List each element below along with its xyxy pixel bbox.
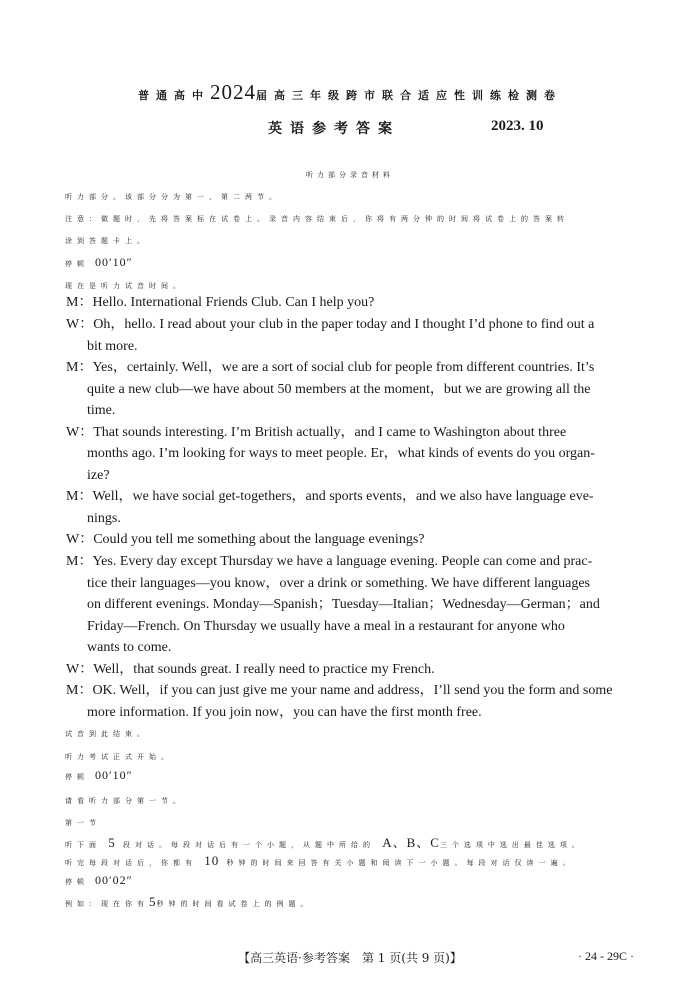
- intro-line-3: 涂到答题卡上。: [65, 237, 149, 245]
- dialogue-line: on different evenings. Monday—Spanish；Tuesday—Italian；Wednesday—German；and: [87, 597, 600, 612]
- dialogue-line: nings.: [87, 511, 121, 526]
- dialogue-line: more information. If you join now，you can have the first month free.: [87, 705, 482, 720]
- dialogue-line: W：That sounds interesting. I’m British actually，and I came to Washington about three: [66, 425, 567, 440]
- intro-line-2: 注意：做题时，先将答案标在试卷上。录音内容结束后，你将有两分钟的时间将试卷上的答案转: [65, 215, 569, 223]
- instruction-2: [65, 853, 574, 869]
- dialogue-line: Friday—French. On Thursday we usually have a meal in a restaurant for anyone who: [87, 619, 565, 634]
- exam-start: 听力考试正式开始。: [65, 753, 173, 761]
- instr-number: 10: [204, 853, 220, 868]
- trial-end: 试音到此结束。: [65, 730, 149, 738]
- dialogue-line: W：Could you tell me something about the language evenings?: [66, 532, 425, 547]
- document-title: [0, 80, 700, 105]
- instr-text: 例如：现在你有: [65, 900, 149, 908]
- instr-text: 段对话。每段对话后有一个小题，从题中所给的: [122, 841, 375, 849]
- pause-3: [65, 873, 133, 888]
- intro-line-1: 听力部分。该部分分为第一、第二两节。: [65, 193, 281, 201]
- dialogue-line: M：Yes，certainly. Well，we are a sort of social club for people from different countries. It’s: [66, 360, 595, 375]
- dialogue-line: time.: [87, 403, 116, 418]
- instr-number: 5: [149, 894, 157, 909]
- pause-2: [65, 768, 133, 783]
- part1-read: 请看听力部分第一节。: [65, 797, 185, 805]
- document-date: 2023. 10: [491, 118, 544, 134]
- page-code: · 24 - 29C ·: [578, 949, 634, 963]
- instr-text: 秒钟的时间看试卷上的例题。: [156, 900, 313, 908]
- section-heading: 听力部分录音材料: [306, 171, 394, 179]
- pause-label: 停顿: [65, 260, 89, 268]
- pause-label: 停顿: [65, 773, 89, 781]
- instr-text: 听完每段对话后，你都有: [65, 859, 197, 867]
- instr-text: 秒钟的时间来回答有关小题和阅读下一小题。每段对话仅读一遍。: [226, 859, 575, 867]
- pause-1: [65, 255, 133, 270]
- instr-text: 听下面: [65, 841, 101, 849]
- instr-number: 5: [108, 835, 116, 850]
- page-footer: 【高三英语·参考答案 第 1 页(共 9 页)】: [238, 951, 462, 965]
- dialogue-line: M：Well，we have social get-togethers，and sports events，and we also have language eve-: [66, 489, 594, 504]
- instr-options: A、B、C: [382, 835, 440, 850]
- title-prefix: 普通高中: [138, 89, 210, 102]
- dialogue-line: M：OK. Well，if you can just give me your name and address，I’ll send you the form and some: [66, 683, 613, 698]
- dialogue-line: wants to come.: [87, 640, 172, 655]
- trial-note: 现在是听力试音时间。: [65, 282, 185, 290]
- document-subtitle: 英语参考答案: [268, 121, 400, 137]
- instr-text: 三个选项中选出最佳选项。: [439, 841, 584, 849]
- pause-time: 00′02″: [95, 873, 133, 887]
- pause-label: 停顿: [65, 878, 89, 886]
- dialogue-line: M：Yes. Every day except Thursday we have a language evening. People can come and prac-: [66, 554, 593, 569]
- dialogue-line: W：Well，that sounds great. I really need to practice my French.: [66, 662, 435, 677]
- dialogue-line: bit more.: [87, 339, 138, 354]
- instruction-1: [65, 832, 584, 851]
- dialogue-line: tice their languages—you know，over a drink or something. We have different languages: [87, 576, 590, 591]
- part1-title: 第一节: [65, 819, 101, 827]
- title-suffix: 届高三年级跨市联合适应性训练检测卷: [256, 89, 562, 102]
- dialogue-line: W：Oh，hello. I read about your club in the paper today and I thought I’d phone to find out a: [66, 317, 595, 332]
- example-note: [65, 894, 313, 910]
- pause-time: 00′10″: [95, 255, 133, 269]
- dialogue-line: M：Hello. International Friends Club. Can I help you?: [66, 295, 375, 310]
- pause-time: 00′10″: [95, 768, 133, 782]
- dialogue-line: months ago. I’m looking for ways to meet people. Er，what kinds of events do you organ-: [87, 446, 595, 461]
- title-year: 2024: [210, 80, 256, 104]
- dialogue-line: quite a new club—we have about 50 members at the moment，but we are growing all the: [87, 382, 591, 397]
- dialogue-line: ize?: [87, 468, 110, 483]
